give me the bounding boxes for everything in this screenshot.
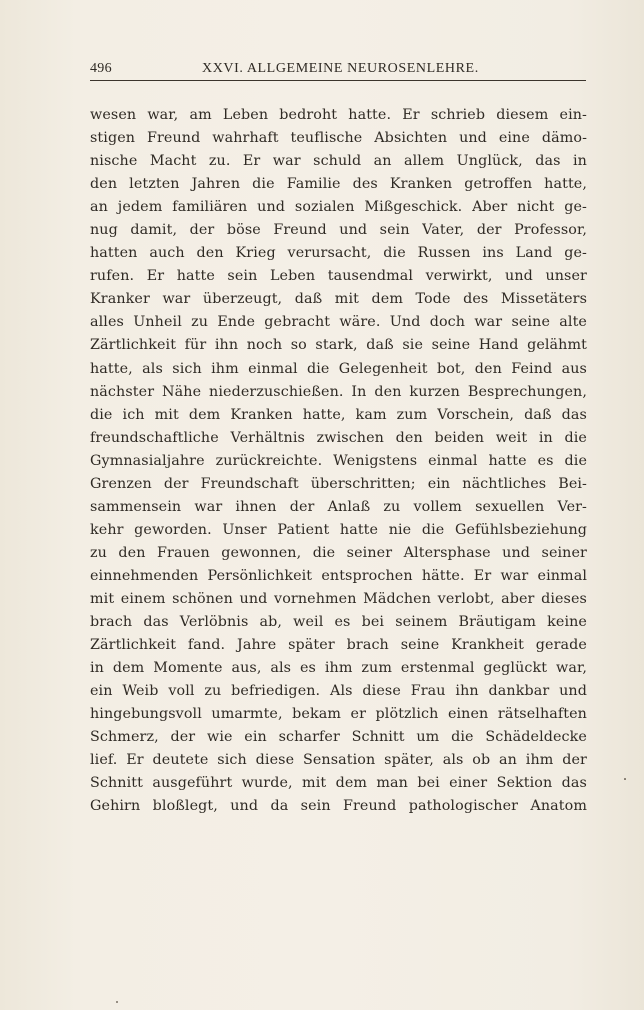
- text-line: nug damit, der böse Freund und sein Vater, der Professor,: [90, 222, 587, 239]
- paper-speck: [624, 778, 626, 780]
- text-line: hingebungsvoll umarmte, bekam er plötzlich einen rätselhaften: [90, 706, 587, 723]
- page-number: 496: [90, 61, 112, 76]
- text-line: wesen war, am Leben bedroht hatte. Er schrieb diesem ein-: [90, 107, 587, 123]
- page-header: [90, 61, 585, 81]
- text-line: nische Macht zu. Er war schuld an allem Unglück, das in: [90, 153, 587, 170]
- text-line: Gehirn bloßlegt, und da sein Freund pathologischer Anatom: [90, 798, 587, 815]
- text-line: einnehmenden Persönlichkeit entsprochen hätte. Er war einmal: [90, 567, 587, 584]
- text-line: Kranker war überzeugt, daß mit dem Tode des Missetäters: [90, 291, 587, 308]
- text-line: Gymnasialjahre zurückreichte. Wenigstens einmal hatte es die: [90, 452, 587, 469]
- text-line: hatten auch den Krieg verursacht, die Russen ins Land ge-: [90, 245, 587, 262]
- text-line: brach das Verlöbnis ab, weil es bei seinem Bräutigam keine: [90, 614, 587, 631]
- text-line: alles Unheil zu Ende gebracht wäre. Und doch war seine alte: [90, 314, 587, 331]
- running-title: XXVI. ALLGEMEINE NEUROSENLEHRE.: [202, 61, 479, 76]
- text-line: hatte, als sich ihm einmal die Gelegenheit bot, den Feind aus: [90, 360, 587, 377]
- text-line: mit einem schönen und vornehmen Mädchen verlobt, aber dieses: [90, 590, 587, 607]
- body-text: [90, 104, 587, 818]
- text-line: kehr geworden. Unser Patient hatte nie die Gefühlsbeziehung: [90, 521, 587, 538]
- paper-speck: [116, 1001, 118, 1003]
- text-line: sammensein war ihnen der Anlaß zu vollem sexuellen Ver-: [90, 498, 587, 515]
- text-line: Zärtlichkeit fand. Jahre später brach seine Krankheit gerade: [90, 637, 587, 654]
- text-line: zu den Frauen gewonnen, die seiner Altersphase und seiner: [90, 544, 587, 561]
- text-line: nächster Nähe niederzuschießen. In den kurzen Besprechungen,: [90, 383, 587, 400]
- text-line: stigen Freund wahrhaft teuflische Absichten und eine dämo-: [90, 130, 587, 147]
- text-line: in dem Momente aus, als es ihm zum erstenmal geglückt war,: [90, 660, 587, 677]
- text-line: lief. Er deutete sich diese Sensation später, als ob an ihm der: [90, 752, 587, 769]
- text-line: ein Weib voll zu befriedigen. Als diese Frau ihn dankbar und: [90, 683, 587, 700]
- text-line: den letzten Jahren die Familie des Kranken getroffen hatte,: [90, 176, 587, 193]
- text-line: Grenzen der Freundschaft überschritten; ein nächtliches Bei-: [90, 475, 587, 492]
- text-line: die ich mit dem Kranken hatte, kam zum Vorschein, daß das: [90, 406, 587, 423]
- text-line: Schmerz, der wie ein scharfer Schnitt um die Schädeldecke: [90, 729, 587, 746]
- text-line: Zärtlichkeit für ihn noch so stark, daß sie seine Hand gelähmt: [90, 337, 587, 354]
- text-line: an jedem familiären und sozialen Mißgeschick. Aber nicht ge-: [90, 199, 587, 216]
- text-line: Schnitt ausgeführt wurde, mit dem man bei einer Sektion das: [90, 775, 587, 792]
- text-line: rufen. Er hatte sein Leben tausendmal verwirkt, und unser: [90, 268, 587, 285]
- text-line: freundschaftliche Verhältnis zwischen den beiden weit in die: [90, 429, 587, 446]
- header-rule: [90, 80, 586, 81]
